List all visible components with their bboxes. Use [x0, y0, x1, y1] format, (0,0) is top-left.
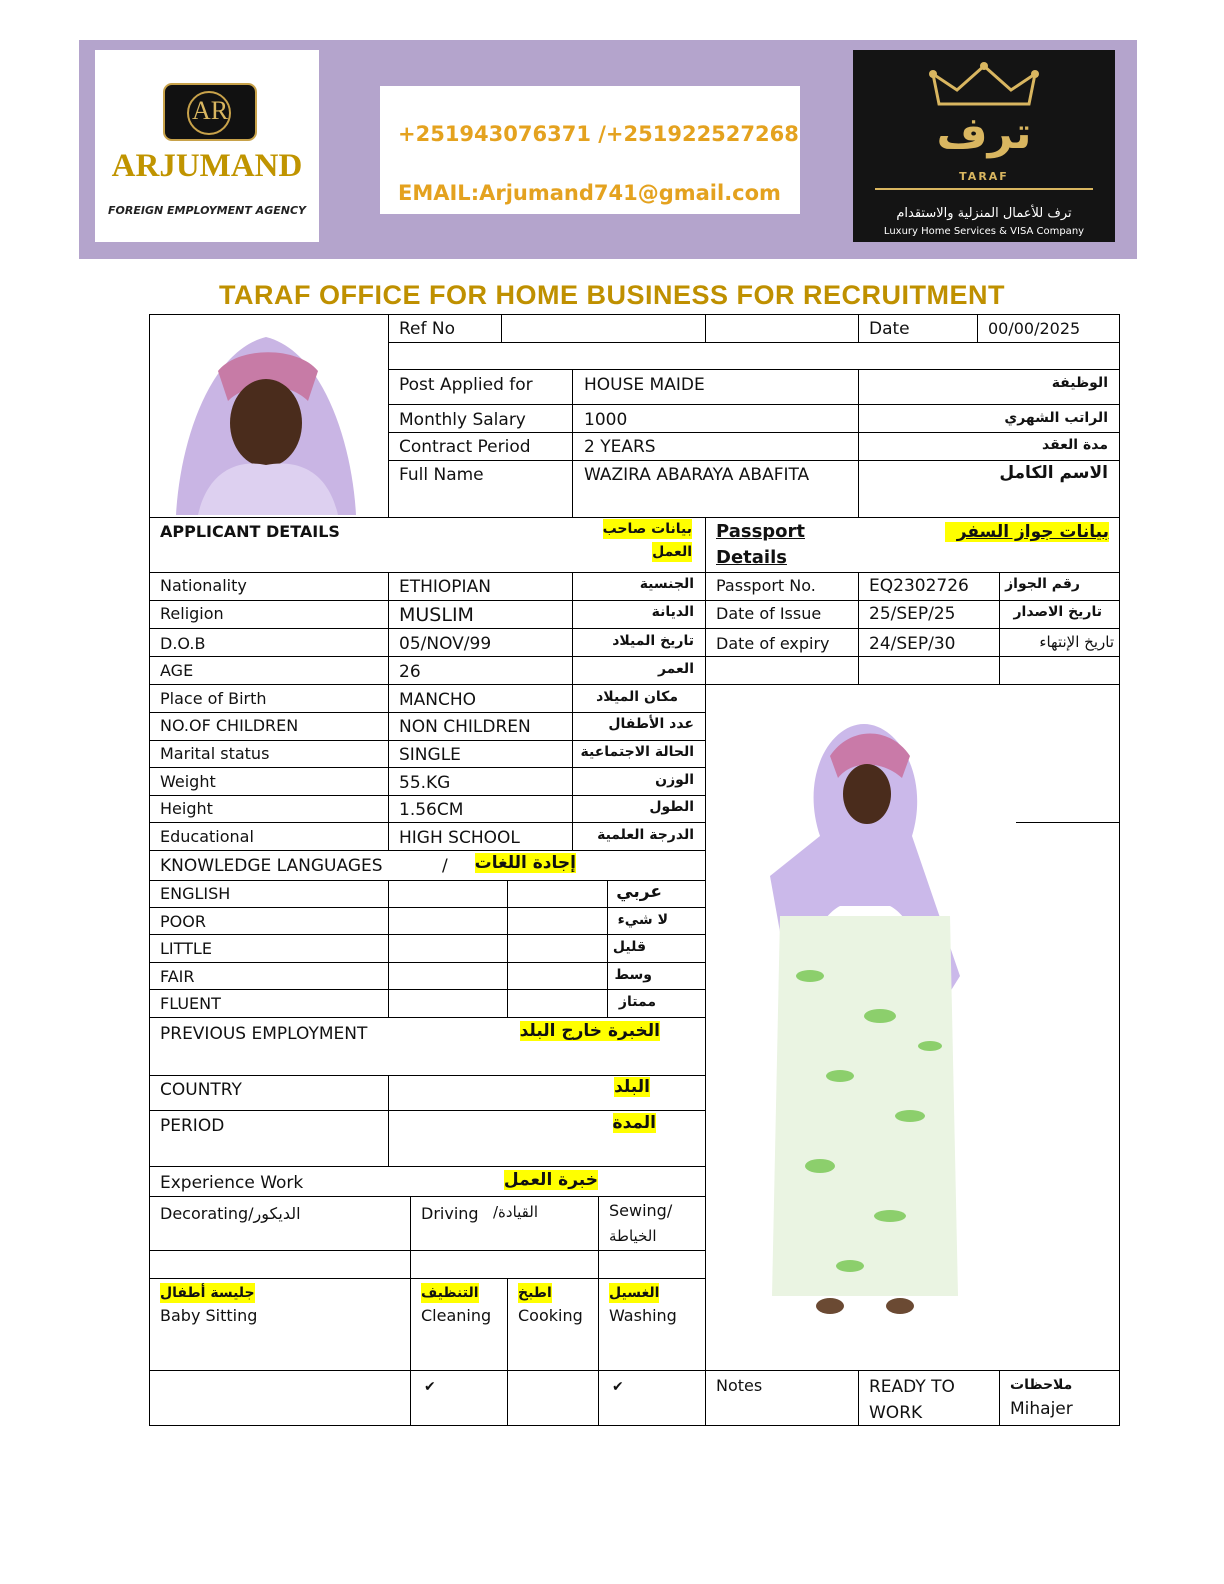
expiry-date-label: Date of expiry: [716, 634, 830, 653]
passport-no-label: Passport No.: [716, 576, 816, 595]
salary-value: 1000: [584, 410, 628, 430]
weight-label: Weight: [160, 772, 216, 791]
driving-label-ar: القيادة/: [492, 1203, 538, 1221]
arjumand-subtitle: FOREIGN EMPLOYMENT AGENCY: [108, 204, 306, 217]
contract-value: 2 YEARS: [584, 437, 656, 457]
taraf-arabic-line: ترف للأعمال المنزلية والاستقدام: [896, 206, 1072, 221]
age-label: AGE: [160, 661, 194, 680]
contact-box: [380, 86, 800, 214]
religion-label: Religion: [160, 604, 224, 623]
languages-heading-ar: إجادة اللغات: [474, 853, 576, 873]
height-label: Height: [160, 799, 213, 818]
height-label-ar: الطول: [649, 799, 694, 815]
level-little-label: LITTLE: [160, 939, 212, 958]
passport-heading-1: Passport: [716, 521, 806, 542]
phone-numbers: +251943076371 /+251922527268: [398, 122, 799, 146]
issue-date-value: 25/SEP/25: [869, 604, 956, 624]
passport-no-value: EQ2302726: [869, 576, 969, 596]
cleaning-check-icon: ✔: [424, 1379, 436, 1395]
education-label-ar: الدرجة العلمية: [597, 827, 694, 843]
date-label: Date: [869, 319, 910, 339]
page-title: TARAF OFFICE FOR HOME BUSINESS FOR RECRUITMENT: [219, 280, 1005, 310]
applicant-portrait-photo: [158, 331, 374, 515]
weight-label-ar: الوزن: [655, 772, 694, 788]
nationality-label: Nationality: [160, 576, 247, 595]
expiry-date-value: 24/SEP/30: [869, 634, 956, 654]
notes-label-ar: ملاحظات: [1010, 1377, 1073, 1393]
washing-check-icon: ✔: [612, 1379, 624, 1395]
emblem-initials: AR: [191, 96, 229, 125]
decorating-label: Decorating/الديكور: [160, 1204, 301, 1223]
level-fluent-label: FLUENT: [160, 994, 221, 1013]
marital-status-label-ar: الحالة الاجتماعية: [580, 744, 694, 760]
arjumand-logo: [95, 50, 319, 242]
languages-heading: KNOWLEDGE LANGUAGES: [160, 856, 383, 876]
cleaning-label-ar: التنظيف: [421, 1285, 479, 1301]
taraf-english-line: Luxury Home Services & VISA Company: [883, 226, 1085, 237]
post-value: HOUSE MAIDE: [584, 375, 705, 395]
applicant-full-photo: [760, 716, 970, 1316]
cooking-label: Cooking: [518, 1306, 583, 1325]
passport-no-label-ar: رقم الجواز: [1005, 576, 1080, 592]
age-label-ar: العمر: [657, 661, 694, 677]
baby-sitting-label-ar: جليسة أطفال: [160, 1285, 255, 1301]
experience-heading-ar: خبرة العمل: [503, 1170, 598, 1190]
post-label-ar: الوظيفة: [1051, 375, 1108, 391]
period-label-ar: المدة: [612, 1113, 656, 1133]
dob-label: D.O.B: [160, 634, 206, 653]
children-label-ar: عدد الأطفال: [608, 716, 694, 732]
period-label: PERIOD: [160, 1116, 225, 1136]
marital-status-label: Marital status: [160, 744, 270, 763]
ornament-divider: [875, 188, 1093, 190]
education-label: Educational: [160, 827, 254, 846]
crown-icon: [929, 62, 1039, 112]
level-little-label-ar: قليل: [612, 939, 646, 955]
taraf-logo: [853, 50, 1115, 242]
contract-label: Contract Period: [399, 437, 531, 457]
children-value: NON CHILDREN: [399, 717, 531, 737]
expiry-date-label-ar: تاريخ الإنتهاء: [1039, 633, 1114, 651]
marital-status-value: SINGLE: [399, 745, 461, 765]
full-name-value: WAZIRA ABARAYA ABAFITA: [584, 465, 810, 485]
salary-label-ar: الراتب الشهري: [1004, 410, 1108, 426]
level-fair-label-ar: وسط: [614, 967, 652, 983]
full-name-label-ar: الاسم الكامل: [999, 463, 1108, 483]
cooking-label-ar: اطبخ: [518, 1285, 552, 1301]
education-value: HIGH SCHOOL: [399, 828, 520, 848]
level-fair-label: FAIR: [160, 967, 195, 986]
full-name-label: Full Name: [399, 465, 484, 485]
notes-value-line-2: WORK: [869, 1403, 923, 1423]
previous-employment-heading: PREVIOUS EMPLOYMENT: [160, 1024, 368, 1044]
passport-heading-2: Details: [716, 547, 787, 568]
sewing-label-ar: الخياطة: [609, 1227, 657, 1245]
contract-label-ar: مدة العقد: [1041, 437, 1108, 453]
experience-heading: Experience Work: [160, 1173, 304, 1193]
level-poor-label: POOR: [160, 912, 206, 931]
driving-label: Driving: [421, 1204, 479, 1223]
ref-no-label: Ref No: [399, 319, 456, 339]
email-address: EMAIL:Arjumand741@gmail.com: [398, 181, 781, 205]
issue-date-label-ar: تاريخ الاصدار: [1013, 604, 1102, 620]
level-poor-label-ar: لا شيء: [617, 912, 668, 928]
level-fluent-label-ar: ممتاز: [618, 994, 656, 1010]
country-label-ar: البلد: [614, 1077, 650, 1097]
notes-value-line-1: READY TO: [869, 1377, 955, 1397]
dob-value: 05/NOV/99: [399, 634, 492, 654]
previous-employment-heading-ar: الخبرة خارج البلد: [519, 1021, 660, 1041]
agent-name: Mihajer: [1010, 1399, 1073, 1419]
sewing-label: Sewing/: [609, 1201, 673, 1220]
applicant-details-heading: APPLICANT DETAILS: [160, 522, 340, 541]
languages-heading-slash: /: [442, 856, 448, 876]
cleaning-label: Cleaning: [421, 1306, 492, 1325]
arjumand-name: ARJUMAND: [111, 148, 303, 184]
notes-label: Notes: [716, 1376, 763, 1395]
nationality-label-ar: الجنسية: [639, 576, 694, 592]
religion-value: MUSLIM: [399, 604, 474, 626]
baby-sitting-label: Baby Sitting: [160, 1306, 258, 1325]
dob-label-ar: تاريخ الميلاد: [612, 633, 694, 649]
applicant-details-heading-ar-1: بيانات صاحب: [602, 521, 692, 537]
washing-label: Washing: [609, 1306, 677, 1325]
place-of-birth-label: Place of Birth: [160, 689, 267, 708]
place-of-birth-value: MANCHO: [399, 690, 477, 710]
age-value: 26: [399, 662, 421, 682]
height-value: 1.56CM: [399, 800, 464, 820]
date-value: 00/00/2025: [988, 319, 1081, 338]
washing-label-ar: الغسيل: [609, 1285, 660, 1301]
children-label: NO.OF CHILDREN: [160, 716, 299, 735]
language-arabic-label: عربي: [616, 882, 662, 902]
weight-value: 55.KG: [399, 773, 451, 793]
place-of-birth-label-ar: مكان الميلاد: [596, 689, 678, 705]
applicant-details-heading-ar-2: العمل: [652, 544, 692, 560]
arjumand-emblem: [163, 83, 257, 141]
issue-date-label: Date of Issue: [716, 604, 822, 623]
taraf-arabic-mark: ترف: [936, 108, 1032, 159]
country-label: COUNTRY: [160, 1080, 242, 1100]
nationality-value: ETHIOPIAN: [399, 577, 491, 597]
taraf-latin: TARAF: [959, 170, 1009, 183]
passport-heading-ar: بيانات جواز السفر: [945, 522, 1109, 542]
post-label: Post Applied for: [399, 375, 533, 395]
language-english-label: ENGLISH: [160, 884, 231, 903]
religion-label-ar: الديانة: [651, 604, 694, 620]
salary-label: Monthly Salary: [399, 410, 526, 430]
